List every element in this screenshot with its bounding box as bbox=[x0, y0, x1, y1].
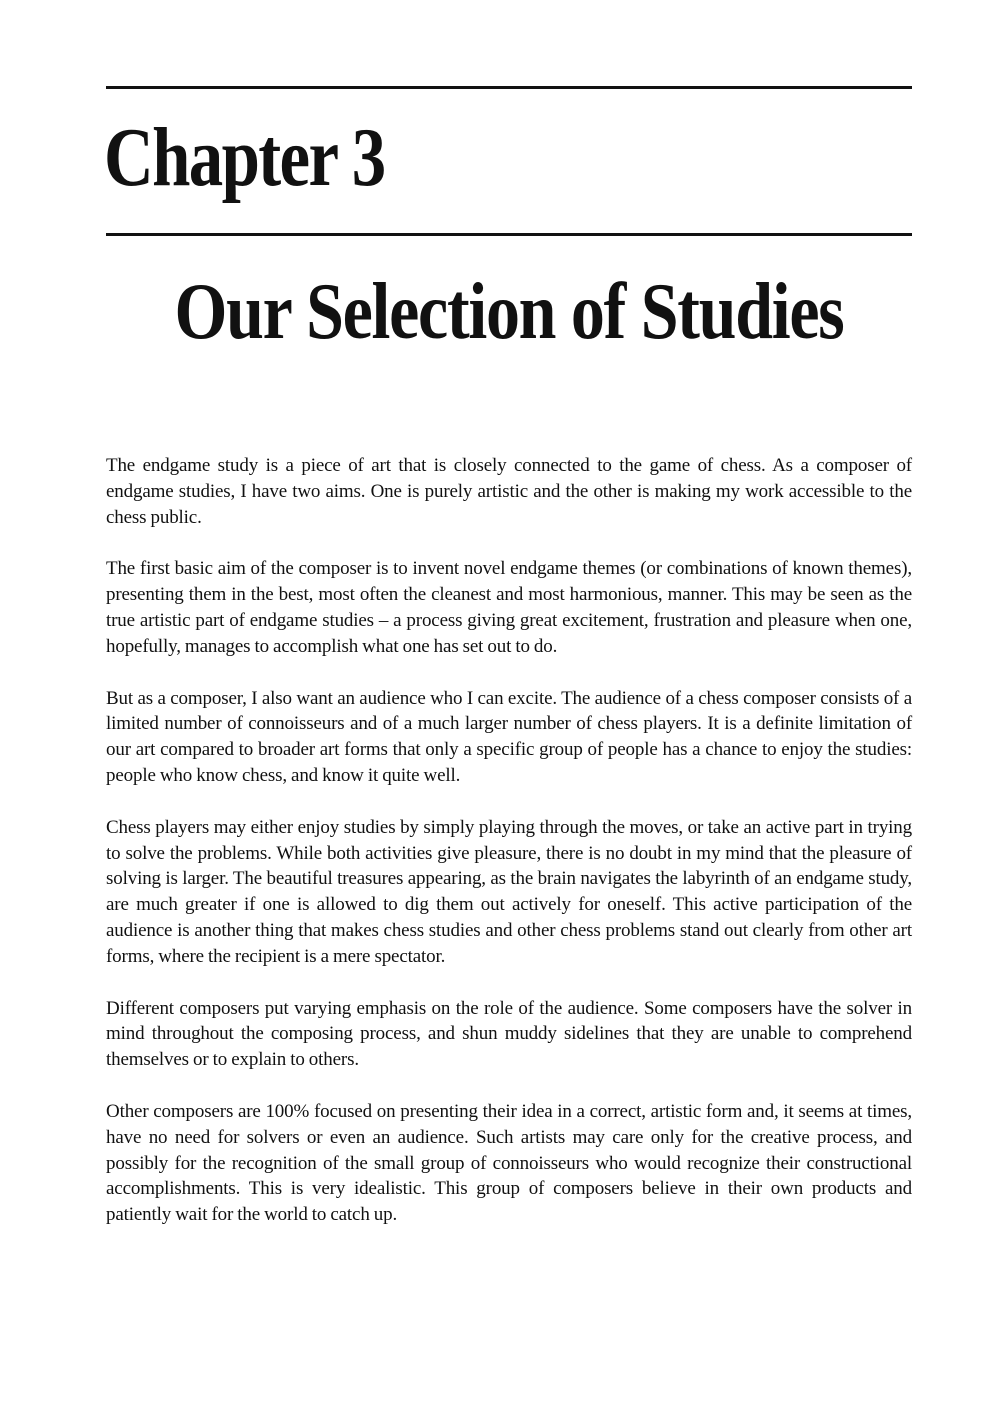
paragraph-3: But as a composer, I also want an audience who I can excite. The audience of a chess composer consists of a limited number of connoisseurs and of a much larger number of chess players. It is a definite limitation of our art compared to broader art forms that only a specific group of people has a chance to enjoy the studies: people who know chess, and know it quite well. bbox=[106, 687, 912, 786]
top-rule bbox=[106, 86, 912, 89]
chapter-title: Our Selection of Studies bbox=[174, 268, 844, 356]
chapter-number: Chapter 3 bbox=[104, 111, 385, 204]
bottom-rule bbox=[106, 233, 912, 236]
paragraph-6: Other composers are 100% focused on presenting their idea in a correct, artistic form and, it seems at times, have no need for solvers or even an audience. Such artists may care only for the creative process, and possibly for the recognition of the small group of connoisseurs who would recognize their constructional accomplishments. This is very idealistic. This group of composers believe in their own products and patiently wait for the world to catch up. bbox=[106, 1100, 912, 1226]
paragraph-4: Chess players may either enjoy studies by simply playing through the moves, or take an active part in trying to solve the problems. While both activities give pleasure, there is no doubt in my mind that the pleasure of solving is larger. The beautiful treasures appearing, as the brain navigates the labyrinth of an endgame study, are much greater if one is allowed to dig them out actively for oneself. This active participation of the audience is another thing that makes chess studies and other chess problems stand out clearly from other art forms, where the recipient is a mere spectator. bbox=[106, 816, 912, 967]
paragraph-5: Different composers put varying emphasis on the role of the audience. Some composers have the solver in mind throughout the composing process, and shun muddy sidelines that they are unable to comprehend themselves or to explain to others. bbox=[106, 997, 912, 1071]
paragraph-2: The first basic aim of the composer is to invent novel endgame themes (or combinations of known themes), presenting them in the best, most often the cleanest and most harmonious, manner. This may be seen as the true artistic part of endgame studies – a process giving great excitement, frustration and pleasure when one, hopefully, manages to accomplish what one has set out to do. bbox=[106, 558, 912, 657]
body-text bbox=[106, 453, 912, 1254]
paragraph-1: The endgame study is a piece of art that is closely connected to the game of chess. As a composer of endgame studies, I have two aims. One is purely artistic and the other is making my work accessible to the chess public. bbox=[106, 455, 912, 528]
